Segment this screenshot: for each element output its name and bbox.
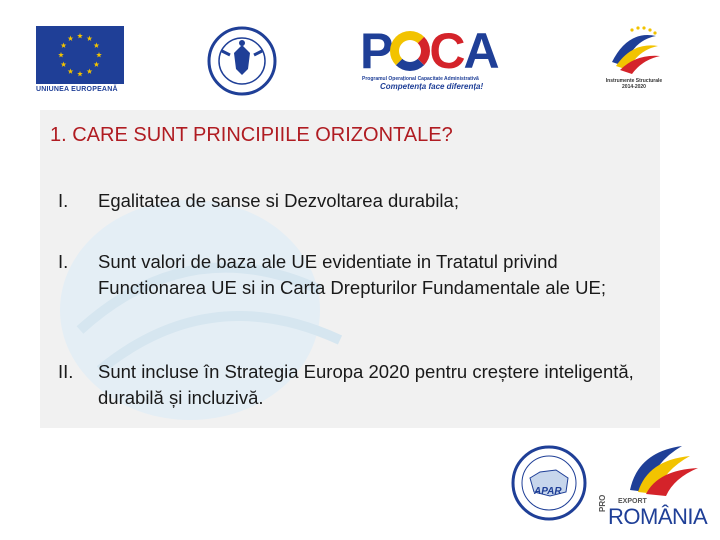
eu-star-icon: [94, 62, 100, 67]
list-item-number: II.: [58, 361, 74, 382]
poca-letter-a: A: [463, 23, 498, 79]
eu-flag-icon: [36, 26, 124, 84]
eu-star-icon: [94, 43, 100, 48]
romania-text: ROMÂNIA: [608, 504, 708, 529]
list-item-text: Sunt valori de baza ale UE evidentiate in Tratatul privind Functionarea UE si in Carta Drepturilor Fundamentale ale UE;: [98, 251, 606, 298]
eu-star-icon: [58, 52, 64, 57]
list-item-number: I.: [58, 190, 69, 211]
eu-star-icon: [87, 68, 93, 73]
apar-logo: [510, 438, 588, 528]
list-item-text: Egalitatea de sanse si Dezvoltarea durabila;: [98, 190, 459, 211]
romanian-government-seal-icon: [206, 25, 278, 97]
pro-romania-logo: [598, 440, 710, 530]
eu-star-icon: [68, 36, 74, 41]
eu-star-icon: [61, 62, 67, 67]
pro-export-text: EXPORT: [618, 498, 647, 505]
apar-text: APAR: [534, 486, 562, 497]
pro-text: PRO: [598, 494, 607, 512]
eu-star-icon: [68, 68, 74, 73]
poca-logo: [360, 24, 528, 94]
list-item-number: I.: [58, 251, 69, 272]
apar-seal-icon: [510, 438, 588, 528]
slide-title: 1. CARE SUNT PRINCIPIILE ORIZONTALE?: [50, 124, 453, 146]
eu-star-icon: [77, 71, 83, 76]
structural-instruments-caption: Instrumente Structurale: [605, 78, 663, 84]
pro-romania-icon: [598, 440, 710, 500]
poca-tagline: Competența face diferența!: [380, 82, 484, 91]
poca-letter-p: P: [360, 23, 392, 79]
structural-instruments-logo: [598, 22, 670, 94]
poca-subtitle: Programul Operațional Capacitate Administrativă: [362, 76, 479, 82]
structural-instruments-icon: [598, 22, 670, 78]
poca-letter-c: C: [429, 23, 464, 79]
eu-star-icon: [77, 33, 83, 38]
list-item-text: Sunt incluse în Strategia Europa 2020 pentru creștere inteligentă, durabilă și incluzivă.: [98, 361, 634, 408]
eu-star-icon: [96, 52, 102, 57]
structural-instruments-years: 2014-2020: [622, 84, 646, 90]
eu-logo: [36, 26, 128, 93]
poca-ring-icon: [390, 31, 430, 71]
eu-star-icon: [87, 36, 93, 41]
eu-caption: UNIUNEA EUROPEANĂ: [36, 86, 118, 93]
eu-star-icon: [61, 43, 67, 48]
